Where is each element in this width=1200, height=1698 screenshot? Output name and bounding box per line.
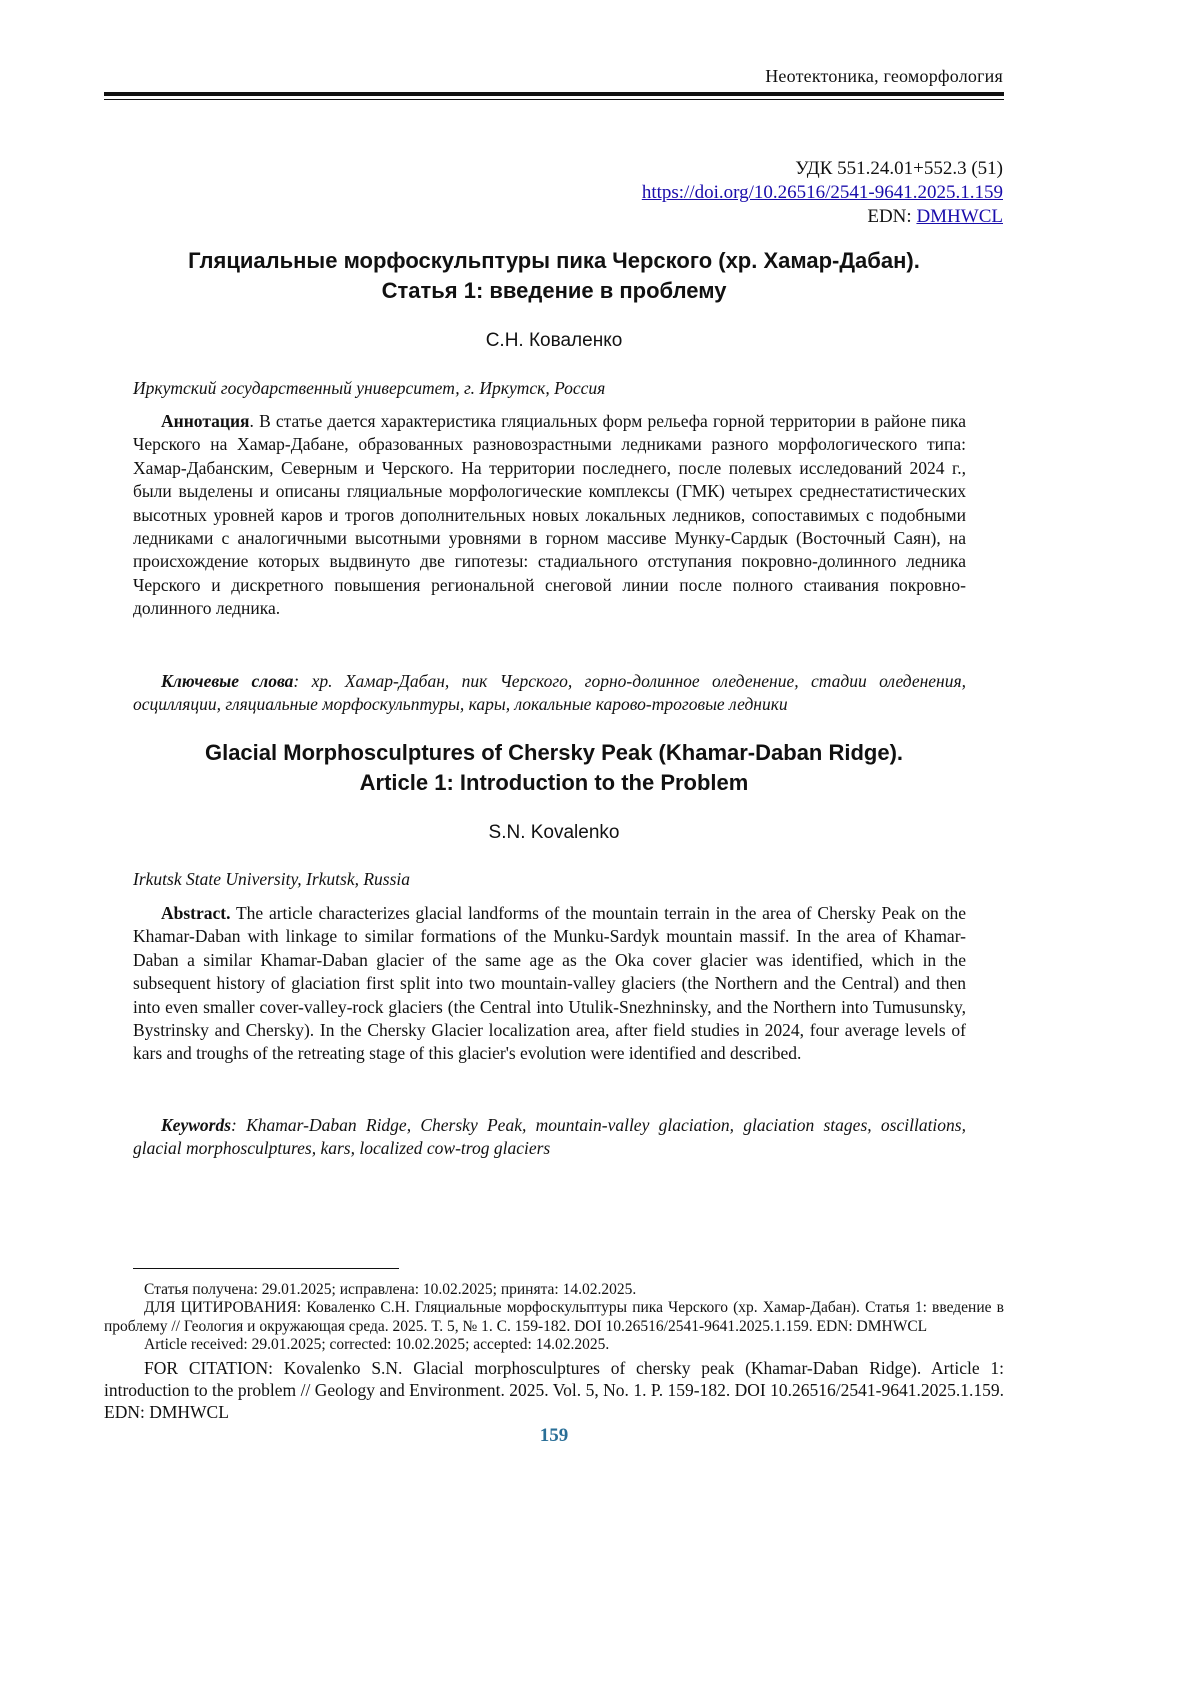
udc-code: УДК 551.24.01+552.3 (51) bbox=[642, 157, 1003, 181]
abstract-en-label: Abstract. bbox=[161, 903, 231, 923]
page-number: 159 bbox=[504, 1425, 604, 1447]
affiliation-ru: Иркутский государственный университет, г. Иркутск, Россия bbox=[133, 378, 605, 399]
received-ru: Статья получена: 29.01.2025; исправлена: 10.02.2025; принята: 14.02.2025. bbox=[104, 1281, 1004, 1299]
citation-ru: ДЛЯ ЦИТИРОВАНИЯ: Коваленко С.Н. Гляциальные морфоскульптуры пика Черского (хр. Хамар-Дабан). Статья 1: введение в проблему // Геология и окружающая среда. 2025. Т. 5, № 1. С. 159-182. DOI 10.26516/2541-9641.2025.1.159. EDN: DMHWCL bbox=[104, 1299, 1004, 1336]
title-ru-line1: Гляциальные морфоскульптуры пика Черского (хр. Хамар-Дабан). bbox=[104, 246, 1004, 276]
keywords-en-label: Keywords bbox=[161, 1115, 231, 1135]
footnote-rule bbox=[133, 1268, 399, 1269]
header-rule-thin bbox=[104, 99, 1004, 100]
title-ru bbox=[104, 246, 1004, 306]
edn-link[interactable]: DMHWCL bbox=[916, 206, 1003, 227]
affiliation-en: Irkutsk State University, Irkutsk, Russia bbox=[133, 869, 410, 890]
abstract-en-text: The article characterizes glacial landforms of the mountain terrain in the area of Chersky Peak on the Khamar-Daban with linkage to similar formations of the Munku-Sardyk mountain massif. In the area of Khamar-Daban a similar Khamar-Daban glacier of the same age as the Oka cover glacier was identified, which in the subsequent history of glaciation first split into two mountain-valley glaciers (the Northern and the Central) and then into even smaller cover-valley-rock glaciers (the Central into Utulik-Snezhninsky, and the Northern into Tumusunsky, Bystrinsky and Chersky). In the Chersky Glacier localization area, after field studies in 2024, four average levels of kars and troughs of the retreating stage of this glacier's evolution were identified and described. bbox=[133, 903, 966, 1063]
keywords-en bbox=[133, 1114, 966, 1161]
author-ru: С.Н. Коваленко bbox=[104, 330, 1004, 352]
abstract-en bbox=[133, 902, 966, 1066]
title-en bbox=[104, 738, 1004, 798]
title-ru-line2: Статья 1: введение в проблему bbox=[104, 276, 1004, 306]
received-en: Article received: 29.01.2025; corrected: 10.02.2025; accepted: 14.02.2025. bbox=[104, 1336, 1004, 1354]
article-meta bbox=[642, 157, 1003, 229]
title-en-line1: Glacial Morphosculptures of Chersky Peak (Khamar-Daban Ridge). bbox=[104, 738, 1004, 768]
abstract-ru-label: Аннотация bbox=[161, 411, 250, 431]
abstract-ru-text: . В статье дается характеристика гляциальных форм рельефа горной территории в районе пика Черского на Хамар-Дабане, образованных разновозрастными ледниками разного морфологического типа: Хамар-Дабанским, Северным и Черского. На территории последнего, после полевых исследований 2024 г., были выделены и описаны гляциальные морфологические комплексы (ГМК) четырех среднестатистических высотных уровней каров и трогов дополнительных новых локальных ледников, сопоставимых с подобными ледниками с аналогичными высотными уровнями в горном массиве Мунку-Сардык (Восточный Саян), на происхождение которых выдвинуто две гипотезы: стадиального отступания покровно-долинного ледника Черского и дискретного повышения региональной снеговой линии после полного стаивания покровно-долинного ледника. bbox=[133, 411, 966, 618]
edn-label: EDN: bbox=[867, 206, 916, 227]
doi-link[interactable]: https://doi.org/10.26516/2541-9641.2025.1.159 bbox=[642, 182, 1003, 203]
title-en-line2: Article 1: Introduction to the Problem bbox=[104, 768, 1004, 798]
author-en: S.N. Kovalenko bbox=[104, 822, 1004, 844]
keywords-ru-text: : хр. Хамар-Дабан, пик Черского, горно-долинное оледенение, стадии оледенения, осцилляции, гляциальные морфоскульптуры, кары, локальные карово-троговые ледники bbox=[133, 671, 966, 714]
running-head: Неотектоника, геоморфология bbox=[765, 66, 1003, 87]
keywords-en-text: : Khamar-Daban Ridge, Chersky Peak, mountain-valley glaciation, glaciation stages, oscillations, glacial morphosculptures, kars, localized cow-trog glaciers bbox=[133, 1115, 966, 1158]
citation-en: FOR CITATION: Kovalenko S.N. Glacial morphosculptures of chersky peak (Khamar-Daban Ridge). Article 1: introduction to the problem // Geology and Environment. 2025. Vol. 5, No. 1. P. 159-182. DOI 10.26516/2541-9641.2025.1.159. EDN: DMHWCL bbox=[104, 1357, 1004, 1423]
header-rule bbox=[104, 92, 1004, 96]
keywords-ru bbox=[133, 670, 966, 717]
keywords-ru-label: Ключевые слова bbox=[161, 671, 293, 691]
abstract-ru bbox=[133, 410, 966, 621]
footnotes bbox=[104, 1281, 1004, 1423]
